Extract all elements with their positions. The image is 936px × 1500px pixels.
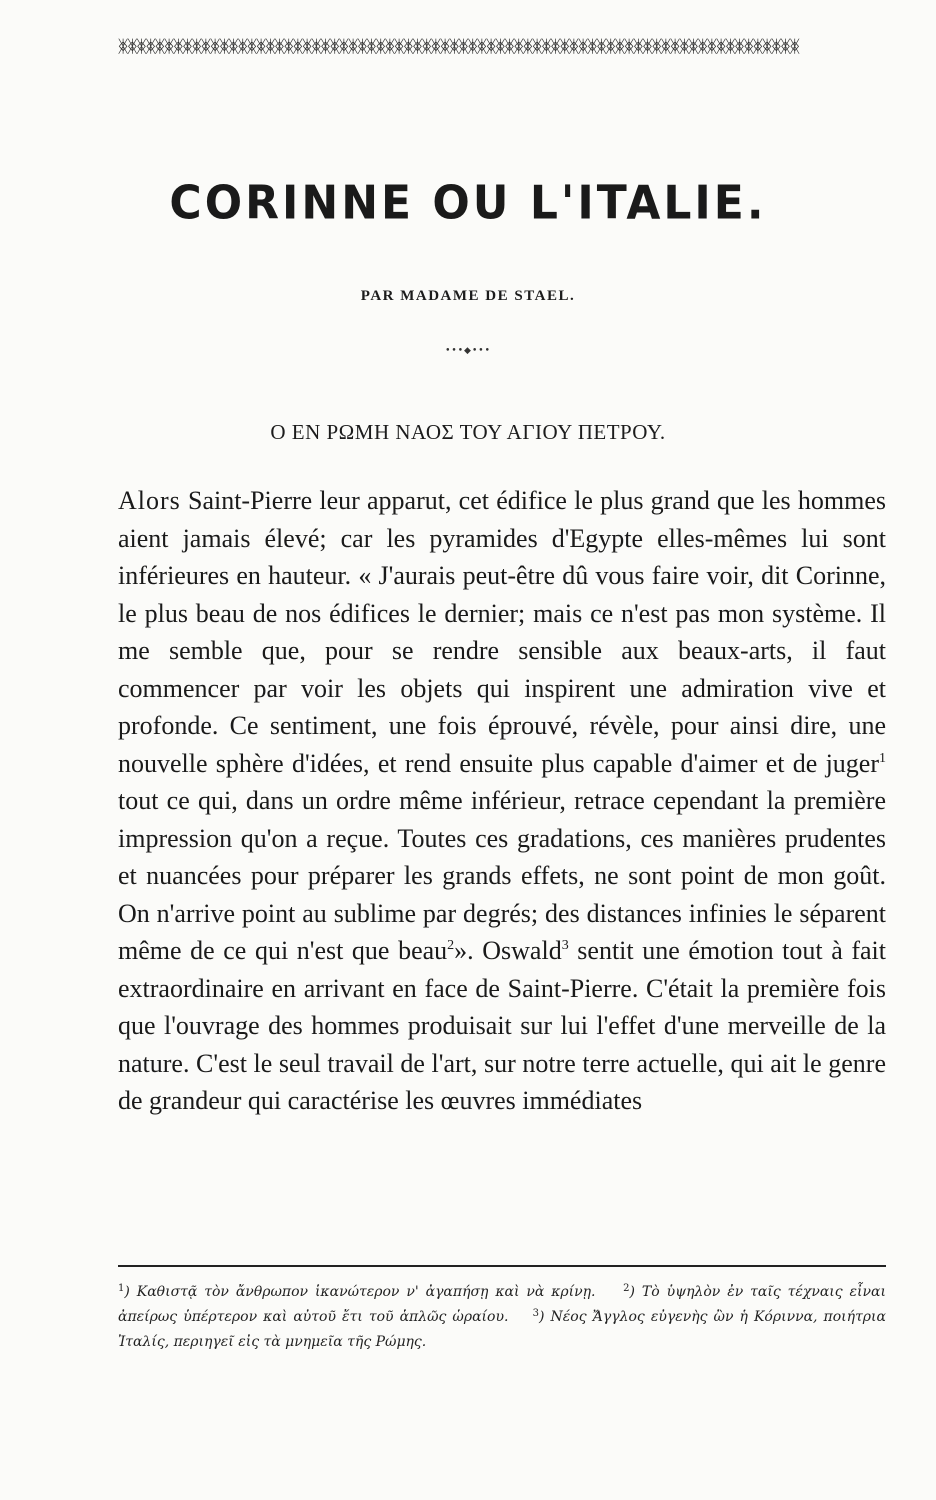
paragraph-text-part-3: ». Oswald bbox=[454, 936, 562, 965]
footnote-marker-1: 1 bbox=[118, 1283, 125, 1294]
footnote-2: ) Τὸ ὑψηλὸν ἐν ταῖς τέχναις εἶναι ἀπείρως ὑπέρτερον καὶ αὐτοῦ ἔτι τοῦ ἁπλῶς ὡραίου. bbox=[118, 1284, 886, 1325]
footnote-ref-3: 3 bbox=[561, 938, 569, 953]
header-ornament-border: ᛤᛤᛤᛤᛤᛤᛤᛤᛤᛤᛤᛤᛤᛤᛤᛤᛤᛤᛤᛤᛤᛤᛤᛤᛤᛤᛤᛤᛤᛤᛤᛤᛤᛤᛤᛤᛤᛤᛤᛤᛤᛤᛤᛤᛤᛤᛤᛤᛤᛤᛤᛤᛤᛤᛤᛤᛤᛤᛤᛤᛤᛤᛤᛤᛤᛤᛤᛤᛤᛤᛤᛤᛤᛤ bbox=[118, 37, 799, 57]
greek-subtitle: Ο ΕΝ ΡΩΜΗ ΝΑΟΣ ΤΟΥ ΑΓΙΟΥ ΠΕΤΡΟΥ. bbox=[270, 420, 666, 444]
footnotes-block bbox=[118, 1280, 886, 1355]
footnote-marker-3: 3 bbox=[532, 1308, 540, 1319]
footnote-1: ) Καθιστᾷ τὸν ἄνθρωπον ἱκανώτερον ν' ἀγαπήσῃ καὶ νὰ κρίνῃ. bbox=[124, 1284, 596, 1300]
footnote-rule bbox=[118, 1265, 886, 1267]
book-title: CORINNE OU L'ITALIE. bbox=[169, 176, 767, 231]
opening-word: Alors bbox=[118, 486, 181, 515]
footnote-ref-2: 2 bbox=[447, 938, 455, 953]
footnote-3: ) Νέος Ἄγγλος εὐγενὴς ὢν ἡ Κόριννα, ποιήτρια Ἰταλίς, περιηγεῖ εἰς τὰ μνημεῖα τῆς Ρώμης. bbox=[118, 1309, 886, 1350]
paragraph-text-part-2: tout ce qui, dans un ordre même inférieur, retrace cependant la première impression qu'on a reçue. Toutes ces gradations, ces manières prudentes et nuancées pour préparer les grands effets, ne sont point de mon goût. On n'arrive point au sublime par degrés; des distances infinies le séparent même de ce qui n'est que beau bbox=[118, 786, 886, 965]
paragraph-text-part-4: sentit une émotion tout à fait extraordinaire en arrivant en face de Saint-Pierre. C'était la première fois que l'ouvrage des hommes produisait sur lui l'effet d'une merveille de la nature. C'est le seul travail de l'art, sur notre terre actuelle, qui ait le genre de grandeur qui caractérise les œuvres immédiates bbox=[118, 936, 887, 1115]
fleuron-divider: •••◆••• bbox=[445, 346, 491, 356]
footnote-marker-2: 2 bbox=[623, 1283, 630, 1294]
author-line: PAR MADAME DE STAEL. bbox=[360, 288, 576, 304]
paragraph-text-part-1: Saint-Pierre leur apparut, cet édifice le plus grand que les hommes aient jamais élevé; car les pyramides d'Egypte elles-mêmes lui sont inférieures en hauteur. « J'aurais peut-être dû vous faire voir, dit Corinne, le plus beau de nos édifices le dernier; mais ce n'est pas mon système. Il me semble que, pour se rendre sensible aux beaux-arts, il faut commencer par voir les objets qui inspirent une admiration vive et profonde. Ce sentiment, une fois éprouvé, révèle, pour ainsi dire, une nouvelle sphère d'idées, et rend ensuite plus capable d'aimer et de juger bbox=[118, 486, 886, 778]
footnote-ref-1: 1 bbox=[879, 750, 886, 766]
main-paragraph bbox=[118, 482, 886, 1120]
